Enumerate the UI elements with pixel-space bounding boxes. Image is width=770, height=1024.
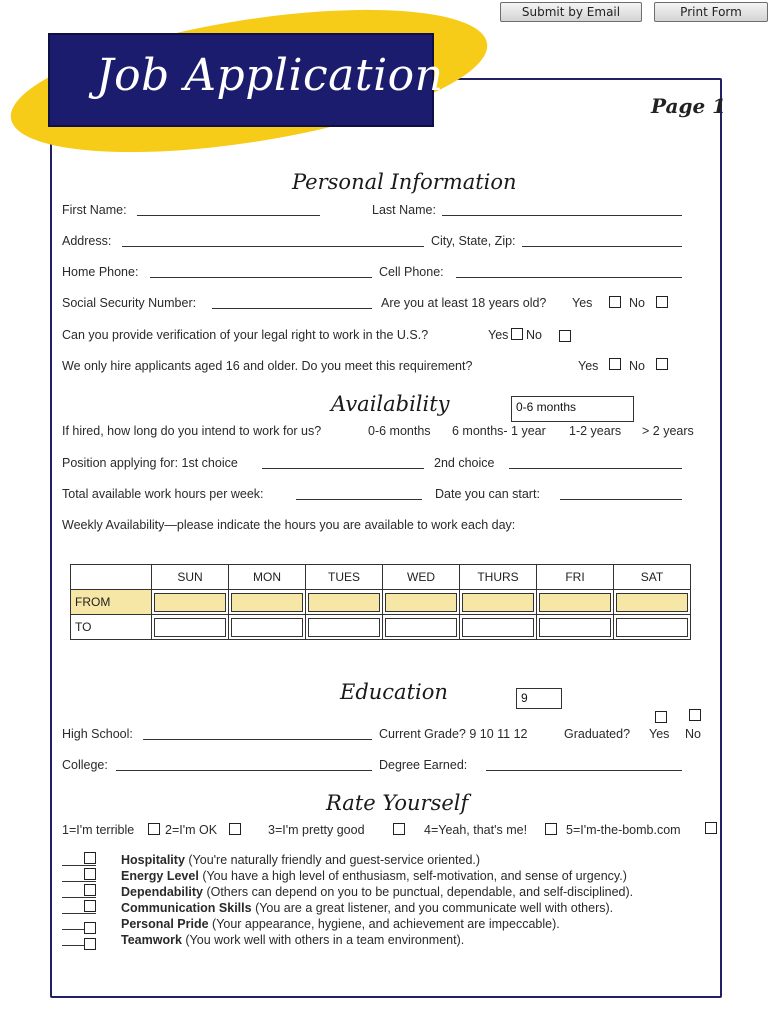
current-grade-dropdown[interactable]: 9 [516,688,562,709]
address-field[interactable] [122,246,424,247]
start-date-field[interactable] [560,499,682,500]
rating-name: Energy Level [121,869,199,883]
scale-1-checkbox[interactable] [148,823,160,835]
print-form-button[interactable]: Print Form [654,2,768,22]
rating-desc: (You work well with others in a team environment). [185,933,465,947]
duration-question: If hired, how long do you intend to work for us? [62,424,322,438]
first-name-field[interactable] [137,215,320,216]
scale-5-checkbox[interactable] [705,822,717,834]
age16-yes-label: Yes [578,359,599,373]
age18-yes-checkbox[interactable] [609,296,621,308]
rating-name: Teamwork [121,933,182,947]
from-row-label: FROM [71,590,152,615]
rating-item-hospitality [121,853,480,867]
verify-question: Can you provide verification of your legal right to work in the U.S.? [62,328,429,342]
from-thurs-field[interactable] [462,593,534,612]
address-label: Address: [62,234,112,248]
high-school-label: High School: [62,727,133,741]
scale-1-label: 1=I'm terrible [62,823,135,837]
age18-question: Are you at least 18 years old? [381,296,547,310]
from-fri-field[interactable] [539,593,611,612]
rating-checkbox-pride[interactable] [84,922,96,934]
rating-item-energy [121,869,627,883]
to-mon-field[interactable] [231,618,303,637]
age18-no-checkbox[interactable] [656,296,668,308]
to-thurs-field[interactable] [462,618,534,637]
rating-line-dependability[interactable] [62,897,96,898]
current-grade-label: Current Grade? 9 10 11 12 [379,727,528,741]
verify-no-label: No [526,328,542,342]
to-tues-field[interactable] [308,618,380,637]
scale-5-label: 5=I'm-the-bomb.com [566,823,681,837]
last-name-label: Last Name: [372,203,436,217]
rating-name: Dependability [121,885,203,899]
ssn-label: Social Security Number: [62,296,197,310]
home-phone-label: Home Phone: [62,265,139,279]
day-header-sun: SUN [152,565,229,590]
verify-yes-checkbox[interactable] [511,328,523,340]
scale-2-checkbox[interactable] [229,823,241,835]
graduated-yes-label: Yes [649,727,670,741]
education-heading: Education [340,680,448,704]
position-second-choice-label: 2nd choice [434,456,495,470]
from-mon-field[interactable] [231,593,303,612]
ssn-field[interactable] [212,308,372,309]
submit-by-email-button[interactable]: Submit by Email [500,2,642,22]
weekly-availability-table [70,564,691,640]
scale-3-label: 3=I'm pretty good [268,823,365,837]
work-hours-label: Total available work hours per week: [62,487,264,501]
verify-yes-label: Yes [488,328,509,342]
day-header-thurs: THURS [460,565,537,590]
rating-checkbox-communication[interactable] [84,900,96,912]
degree-field[interactable] [486,770,682,771]
first-name-label: First Name: [62,203,127,217]
rating-item-dependability [121,885,633,899]
rating-item-pride [121,917,560,931]
city-state-zip-label: City, State, Zip: [431,234,516,248]
age16-yes-checkbox[interactable] [609,358,621,370]
graduated-yes-checkbox[interactable] [655,711,667,723]
from-wed-field[interactable] [385,593,457,612]
duration-option-6-12: 6 months- 1 year [452,424,546,438]
scale-4-checkbox[interactable] [545,823,557,835]
rating-desc: (You are a great listener, and you communicate well with others). [255,901,614,915]
to-sat-field[interactable] [616,618,688,637]
scale-4-label: 4=Yeah, that's me! [424,823,528,837]
rating-item-teamwork [121,933,464,947]
to-fri-field[interactable] [539,618,611,637]
degree-label: Degree Earned: [379,758,468,772]
high-school-field[interactable] [143,739,372,740]
verify-no-checkbox[interactable] [559,330,571,342]
availability-heading: Availability [331,392,450,416]
personal-info-heading: Personal Information [292,170,517,194]
scale-2-label: 2=I'm OK [165,823,218,837]
position-first-choice-field[interactable] [262,468,424,469]
scale-3-checkbox[interactable] [393,823,405,835]
position-first-choice-label: Position applying for: 1st choice [62,456,238,470]
day-header-fri: FRI [537,565,614,590]
rating-checkbox-teamwork[interactable] [84,938,96,950]
age18-yes-label: Yes [572,296,593,310]
position-second-choice-field[interactable] [509,468,682,469]
day-header-tues: TUES [306,565,383,590]
college-field[interactable] [116,770,372,771]
rate-yourself-heading: Rate Yourself [326,791,469,815]
page-title: Job Application [96,50,444,101]
to-wed-field[interactable] [385,618,457,637]
start-date-label: Date you can start: [435,487,540,501]
rating-checkbox-dependability[interactable] [84,884,96,896]
rating-checkbox-hospitality[interactable] [84,852,96,864]
rating-desc: (Others can depend on you to be punctual, dependable, and self-disciplined). [206,885,634,899]
home-phone-field[interactable] [150,277,372,278]
rating-checkbox-energy[interactable] [84,868,96,880]
age16-no-label: No [629,359,645,373]
rating-line-energy[interactable] [62,881,96,882]
weekly-availability-label: Weekly Availability—please indicate the hours you are available to work each day: [62,518,516,532]
age16-no-checkbox[interactable] [656,358,668,370]
graduated-no-checkbox[interactable] [689,709,701,721]
rating-desc: (You have a high level of enthusiasm, self-motivation, and sense of urgency.) [202,869,627,883]
rating-line-communication[interactable] [62,913,96,914]
cell-phone-field[interactable] [456,277,682,278]
college-label: College: [62,758,108,772]
age18-no-label: No [629,296,645,310]
page-number-label: Page 1 [651,94,727,118]
rating-item-communication [121,901,613,915]
work-hours-field[interactable] [296,499,422,500]
duration-option-1-2: 1-2 years [569,424,622,438]
rating-name: Personal Pride [121,917,209,931]
rating-line-hospitality[interactable] [62,865,96,866]
to-sun-field[interactable] [154,618,226,637]
duration-option-0-6: 0-6 months [368,424,431,438]
city-state-zip-field[interactable] [522,246,682,247]
day-header-mon: MON [229,565,306,590]
graduated-label: Graduated? [564,727,631,741]
duration-option-2plus: > 2 years [642,424,694,438]
rating-desc: (You're naturally friendly and guest-service oriented.) [188,853,481,867]
day-header-wed: WED [383,565,460,590]
duration-dropdown[interactable]: 0-6 months [511,396,634,422]
from-tues-field[interactable] [308,593,380,612]
from-sat-field[interactable] [616,593,688,612]
age16-question: We only hire applicants aged 16 and older. Do you meet this requirement? [62,359,473,373]
from-sun-field[interactable] [154,593,226,612]
rating-name: Hospitality [121,853,185,867]
day-header-sat: SAT [614,565,691,590]
rating-desc: (Your appearance, hygiene, and achievement are impeccable). [212,917,560,931]
rating-name: Communication Skills [121,901,252,915]
cell-phone-label: Cell Phone: [379,265,444,279]
graduated-no-label: No [685,727,701,741]
last-name-field[interactable] [442,215,682,216]
to-row-label: TO [71,615,152,640]
